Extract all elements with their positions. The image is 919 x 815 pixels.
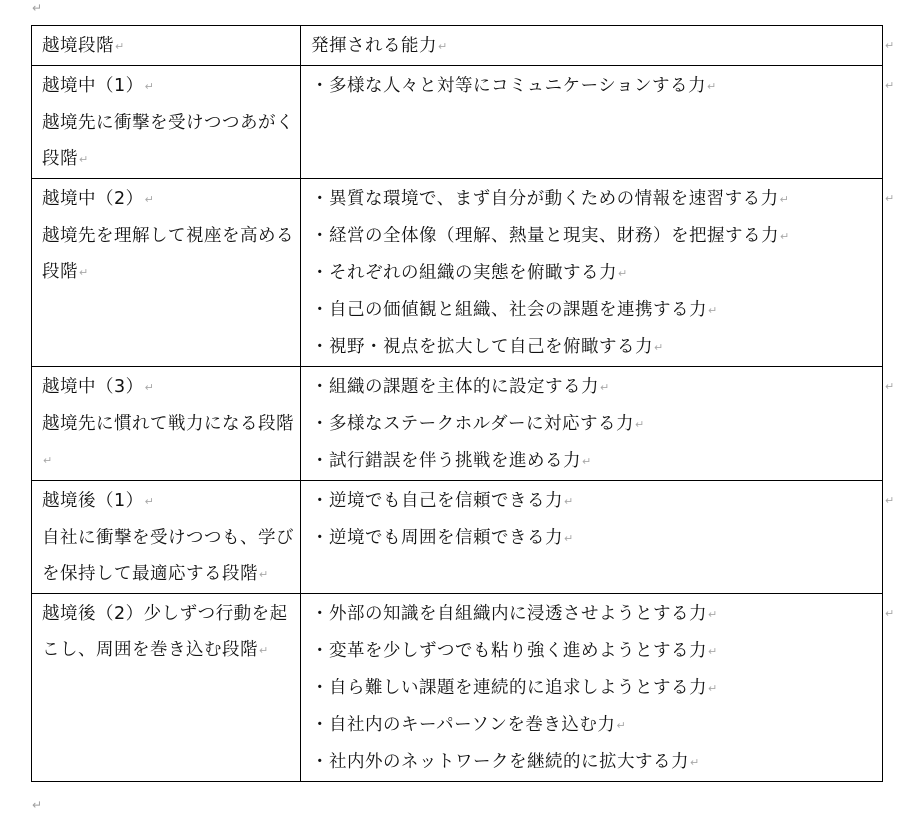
stage-text: 越境中（1） bbox=[42, 76, 144, 96]
paragraph-mark-icon: ↵ bbox=[32, 798, 43, 812]
ability-item: ・変革を少しずつでも粘り強く進めようとする力 bbox=[311, 641, 707, 661]
header-cell-ability bbox=[301, 26, 883, 66]
paragraph-mark-icon: ↵ bbox=[708, 304, 718, 317]
paragraph-mark-icon: ↵ bbox=[582, 455, 592, 468]
cell-end-mark-icon: ↵ bbox=[115, 40, 125, 53]
paragraph-mark-icon: ↵ bbox=[564, 532, 574, 545]
row-end-mark-icon: ↵ bbox=[885, 38, 895, 52]
ability-cell bbox=[301, 179, 883, 367]
stage-ability-table bbox=[31, 25, 883, 782]
header-stage-text: 越境段階 bbox=[42, 36, 114, 56]
stage-text: 自社に衝撃を受けつつも、学びを保持して最適応する段階 bbox=[42, 528, 294, 584]
paragraph-mark-icon: ↵ bbox=[79, 266, 89, 279]
ability-item: ・自ら難しい課題を連続的に追求しようとする力 bbox=[311, 678, 707, 698]
paragraph-mark-icon: ↵ bbox=[616, 719, 626, 732]
ability-item: ・多様なステークホルダーに対応する力 bbox=[311, 414, 634, 434]
paragraph-mark-icon: ↵ bbox=[32, 1, 43, 15]
ability-cell bbox=[301, 594, 883, 782]
ability-item: ・異質な環境で、まず自分が動くための情報を速習する力 bbox=[311, 189, 779, 209]
stage-cell bbox=[32, 481, 301, 594]
paragraph-mark-icon: ↵ bbox=[79, 153, 89, 166]
stage-text: 越境先を理解して視座を高める段階 bbox=[42, 226, 294, 282]
cell-end-mark-icon: ↵ bbox=[438, 40, 448, 53]
stage-text: 越境後（2）少しずつ行動を起こし、周囲を巻き込む段階 bbox=[42, 604, 288, 660]
paragraph-mark-icon: ↵ bbox=[708, 682, 718, 695]
stage-text: 越境中（2） bbox=[42, 189, 144, 209]
stage-text: 越境後（1） bbox=[42, 491, 144, 511]
paragraph-mark-icon: ↵ bbox=[634, 418, 645, 431]
paragraph-mark-icon: ↵ bbox=[144, 193, 154, 206]
paragraph-mark-icon: ↵ bbox=[144, 495, 154, 508]
paragraph-mark-icon: ↵ bbox=[564, 495, 574, 508]
stage-cell bbox=[32, 66, 301, 179]
ability-item: ・自社内のキーパーソンを巻き込む力 bbox=[311, 715, 616, 735]
paragraph-mark-icon: ↵ bbox=[259, 568, 269, 581]
paragraph-mark-icon: ↵ bbox=[600, 381, 610, 394]
ability-cell bbox=[301, 481, 883, 594]
ability-item: ・試行錯誤を伴う挑戦を進める力 bbox=[311, 451, 581, 471]
row-end-mark-icon: ↵ bbox=[885, 379, 895, 393]
paragraph-mark-icon: ↵ bbox=[779, 193, 789, 206]
stage-text: 越境先に慣れて戦力になる段階 bbox=[42, 414, 294, 434]
ability-item: ・組織の課題を主体的に設定する力 bbox=[311, 377, 599, 397]
paragraph-mark-icon: ↵ bbox=[144, 381, 154, 394]
table-row bbox=[32, 367, 883, 481]
ability-item: ・外部の知識を自組織内に浸透させようとする力 bbox=[311, 604, 707, 624]
stage-text: 越境中（3） bbox=[42, 377, 144, 397]
table-row bbox=[32, 594, 883, 782]
paragraph-mark-icon: ↵ bbox=[708, 645, 718, 658]
paragraph-mark-icon: ↵ bbox=[43, 454, 53, 467]
ability-item: ・経営の全体像（理解、熱量と現実、財務）を把握する力 bbox=[311, 226, 779, 246]
paragraph-mark-icon: ↵ bbox=[259, 644, 269, 657]
ability-item: ・社内外のネットワークを継続的に拡大する力 bbox=[311, 752, 689, 772]
row-end-mark-icon: ↵ bbox=[885, 493, 895, 507]
paragraph-mark-icon: ↵ bbox=[708, 608, 718, 621]
paragraph-mark-icon: ↵ bbox=[654, 341, 664, 354]
ability-cell bbox=[301, 367, 883, 481]
table-row bbox=[32, 179, 883, 367]
table-body bbox=[32, 26, 883, 782]
ability-item: ・視野・視点を拡大して自己を俯瞰する力 bbox=[311, 337, 653, 357]
row-end-mark-icon: ↵ bbox=[885, 78, 895, 92]
ability-item: ・多様な人々と対等にコミュニケーションする力 bbox=[311, 76, 706, 96]
ability-item: ・自己の価値観と組織、社会の課題を連携する力 bbox=[311, 300, 707, 320]
ability-cell bbox=[301, 66, 883, 179]
stage-cell bbox=[32, 367, 301, 481]
ability-item: ・それぞれの組織の実態を俯瞰する力 bbox=[311, 263, 617, 283]
stage-cell bbox=[32, 594, 301, 782]
row-end-mark-icon: ↵ bbox=[885, 606, 895, 620]
table-row bbox=[32, 481, 883, 594]
paragraph-mark-icon: ↵ bbox=[618, 267, 628, 280]
ability-item: ・逆境でも自己を信頼できる力 bbox=[311, 491, 563, 511]
paragraph-mark-icon: ↵ bbox=[690, 756, 700, 769]
row-end-mark-icon: ↵ bbox=[885, 191, 895, 205]
table-header-row bbox=[32, 26, 883, 66]
header-ability-text: 発揮される能力 bbox=[311, 36, 437, 56]
paragraph-mark-icon: ↵ bbox=[144, 80, 154, 93]
paragraph-mark-icon: ↵ bbox=[706, 80, 717, 93]
ability-item: ・逆境でも周囲を信頼できる力 bbox=[311, 528, 563, 548]
stage-text: 越境先に衝撃を受けつつあがく段階 bbox=[42, 113, 294, 169]
table-row bbox=[32, 66, 883, 179]
paragraph-mark-icon: ↵ bbox=[780, 230, 790, 243]
header-cell-stage bbox=[32, 26, 301, 66]
stage-cell bbox=[32, 179, 301, 367]
